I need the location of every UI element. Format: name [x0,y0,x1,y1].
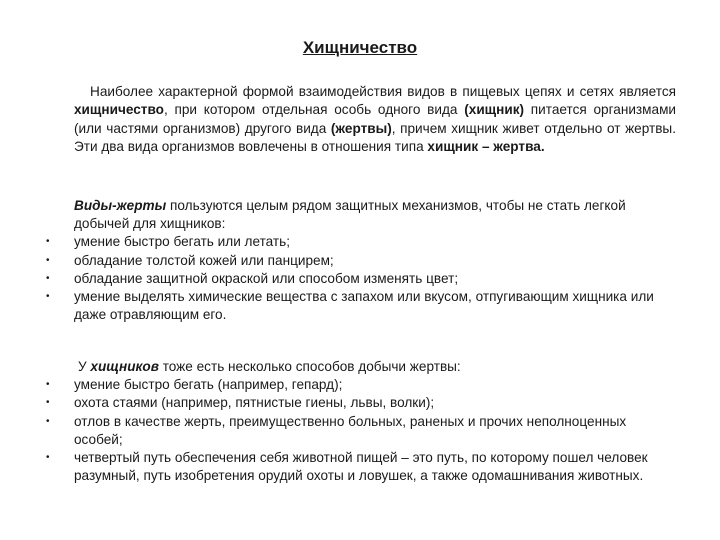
list-item-text: умение быстро бегать или летать; [74,234,291,250]
bullet-icon: • [46,272,50,284]
list-item-text: четвертый путь обеспечения себя животной пищей – это путь, по которому пошел человек разумный, путь изобретения орудий охоты и ловушек, а также одомашнивания животных. [74,450,648,484]
list-item [46,449,678,485]
list-item [46,270,678,288]
bullet-icon: • [46,397,50,409]
slide-title: Хищничество [302,38,418,57]
predators-lead-strong: хищников [90,359,159,374]
bullet-icon: • [46,452,50,464]
list-item [46,376,678,394]
list-item [46,394,678,412]
predators-lead-rest: тоже есть несколько способов добычи жертвы: [158,359,461,374]
list-item-text: отлов в качестве жерть, преимущественно больных, раненых и прочих неполноценных особей; [74,413,627,447]
list-item [46,413,678,449]
prey-lead-strong: Виды-жерты [74,198,167,213]
list-item [46,252,678,270]
intro-text-4: , причем хищник живет отдельно от жертвы. Эти два вида организмов вовлечены в отношения типа [74,120,676,154]
prey-defenses-section [46,197,678,324]
intro-text-2: , при котором отдельная особь одного вида [163,102,465,118]
term-predator: (хищник) [464,102,525,118]
bullet-icon: • [46,415,50,427]
prey-defenses-list [46,233,678,324]
bullet-icon: • [46,379,50,391]
term-predation: хищничество [74,102,164,118]
term-prey: (жертвы) [330,120,392,136]
predator-methods-list [46,376,678,485]
intro-text-3: питается организмами (или частями организмов) другого вида [74,102,677,136]
list-item-text: умение быстро бегать (например, гепард); [74,377,343,393]
bullet-icon: • [46,291,50,303]
bullet-icon: • [46,236,50,248]
term-predator-prey: хищник – жертва. [427,138,545,154]
list-item [46,288,678,324]
list-item [46,233,678,251]
prey-lead-rest: пользуются целым рядом защитных механизмов, чтобы не стать легкой добычей для хищников: [74,198,626,232]
prey-lead [74,197,678,233]
intro-text-1: Наиболее характерной формой взаимодействия видов в пищевых цепях и сетях является [90,84,676,99]
intro-paragraph [74,83,676,156]
list-item-text: охота стаями (например, пятнистые гиены, львы, волки); [74,395,435,411]
predators-lead [74,358,678,376]
list-item-text: обладание толстой кожей или панцирем; [74,252,334,268]
predators-lead-pre: У [78,359,91,374]
predator-methods-section [46,358,678,485]
bullet-icon: • [46,254,50,266]
list-item-text: обладание защитной окраской или способом изменять цвет; [74,270,459,286]
list-item-text: умение выделять химические вещества с запахом или вкусом, отпугивающим хищника или даже отравляющим его. [74,289,654,323]
